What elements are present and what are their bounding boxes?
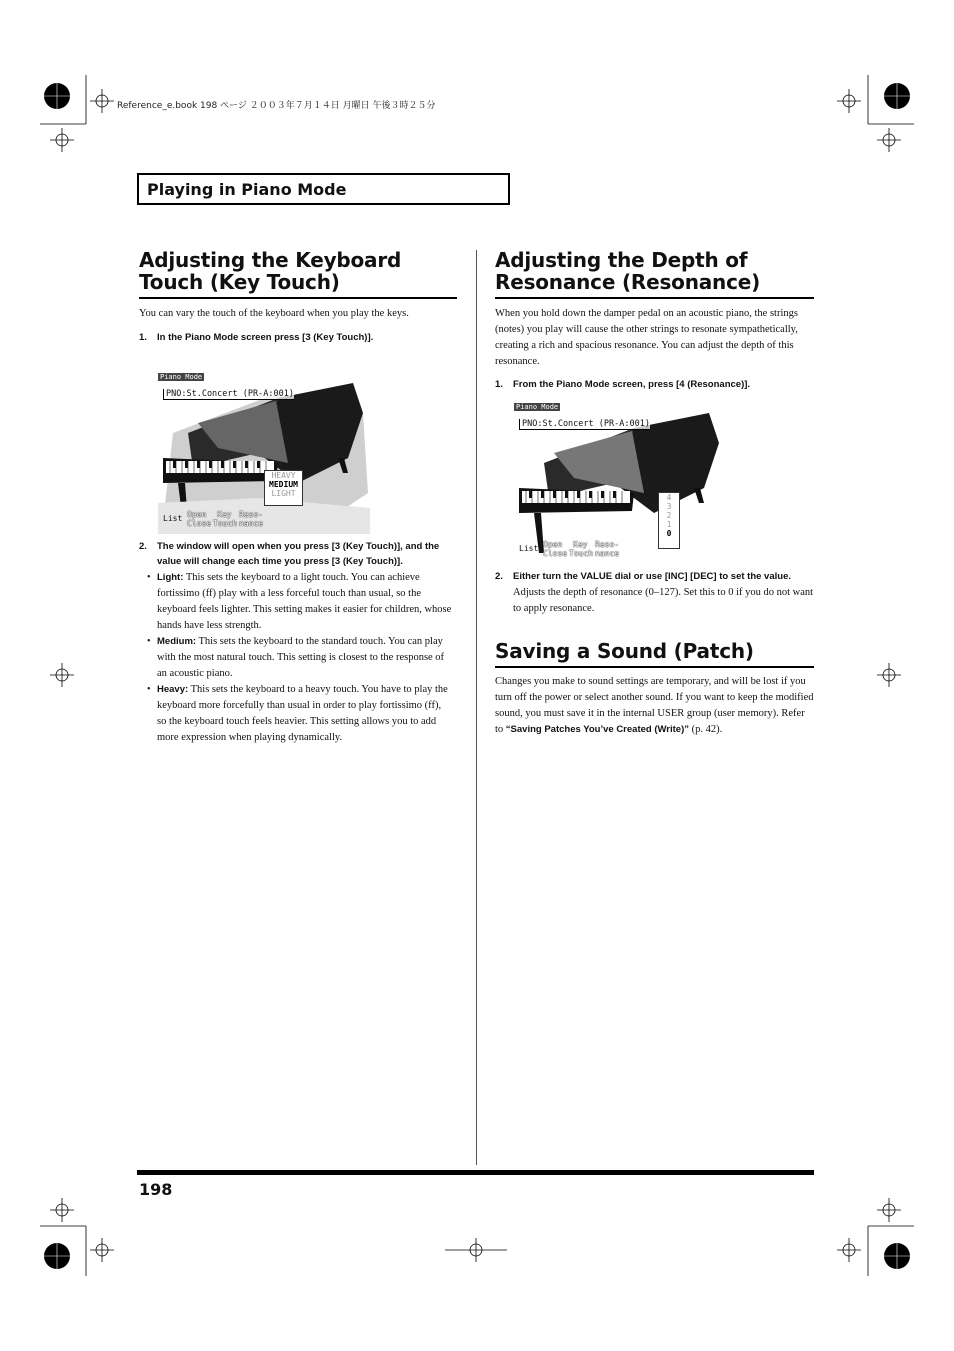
bullet-dot: • xyxy=(147,636,151,647)
button-list[interactable]: List xyxy=(519,544,539,553)
value-heavy: HEAVY xyxy=(271,471,296,480)
left-column-lower xyxy=(139,539,453,746)
screen-patch-name: PNO:St.Concert (PR-A:001) xyxy=(519,419,650,430)
bullet-term: Light: xyxy=(157,572,184,583)
value-0: 0 xyxy=(666,529,672,538)
screen-mode-label: Piano Mode xyxy=(516,403,559,411)
button-key-label: Key xyxy=(573,540,588,549)
saving-patches-reference-link[interactable]: “Saving Patches You’ve Created (Write)” xyxy=(505,724,689,735)
saving-text-part2: (p. 42). xyxy=(689,724,723,735)
resonance-screen xyxy=(514,403,726,564)
step-text: The window will open when you press [3 (Key Touch)], and the value will change each time you press [3 (Key Touch)]. xyxy=(157,541,440,567)
button-nance-label: nance xyxy=(239,519,264,528)
value-3: 3 xyxy=(666,502,672,511)
button-close-label: Close xyxy=(543,549,568,558)
step-number: 1. xyxy=(139,332,147,343)
key-touch-intro: You can vary the touch of the keyboard when you play the keys. xyxy=(139,308,409,319)
value-medium: MEDIUM xyxy=(269,480,298,489)
heading-rule xyxy=(139,297,457,299)
button-resonance[interactable] xyxy=(239,510,263,528)
value-2: 2 xyxy=(666,511,672,520)
heading-rule xyxy=(495,666,814,668)
footer-rule xyxy=(137,1170,814,1175)
key-touch-step-1 xyxy=(139,330,457,345)
resonance-heading: Adjusting the Depth of Resonance (Resonance) xyxy=(495,248,761,294)
button-reso-label: Reso- xyxy=(239,510,264,519)
button-open-label: Open xyxy=(543,540,563,549)
header-meta-line: Reference_e.book 198 ページ ２００３年７月１４日 月曜日 午後３時２５分 xyxy=(117,101,436,111)
button-nance-label: nance xyxy=(595,549,620,558)
bullet-medium xyxy=(139,634,453,682)
button-open-label: Open xyxy=(187,510,207,519)
button-touch-label: Touch xyxy=(213,519,238,528)
button-touch-label: Touch xyxy=(569,549,594,558)
column-divider xyxy=(476,250,477,1165)
bullet-text: This sets the keyboard to a heavy touch. You have to play the keyboard more forcefully than usual in order to play fortissimo (ff), so the keyboard touch feels heavier. This setting allows you to add more expression when playing dynamically. xyxy=(157,684,448,743)
saving-sound-text xyxy=(495,674,814,738)
button-key-touch[interactable] xyxy=(569,540,593,558)
heading-rule xyxy=(495,297,814,299)
right-column-lower xyxy=(495,569,814,738)
button-list[interactable]: List xyxy=(163,514,183,523)
key-touch-step-2 xyxy=(139,539,453,569)
screen-mode-label: Piano Mode xyxy=(160,373,203,381)
right-column xyxy=(495,249,814,392)
value-light: LIGHT xyxy=(271,489,296,498)
resonance-step-2 xyxy=(495,569,814,584)
resonance-step-1 xyxy=(495,377,814,392)
step-number: 2. xyxy=(139,541,147,552)
step-number: 1. xyxy=(495,379,503,390)
left-column xyxy=(139,249,457,345)
key-touch-heading: Adjusting the Keyboard Touch (Key Touch) xyxy=(139,248,402,294)
key-touch-value-box xyxy=(264,470,303,506)
page-number: 198 xyxy=(139,1180,173,1199)
section-title: Playing in Piano Mode xyxy=(147,180,347,199)
value-4: 4 xyxy=(666,493,672,502)
bullet-text: This sets the keyboard to the standard touch. You can play with the most natural touch. This setting is closest to the response of an acoustic piano. xyxy=(157,636,445,679)
section-title-box xyxy=(137,173,510,205)
bullet-heavy xyxy=(139,682,453,746)
bullet-dot: • xyxy=(147,572,151,583)
bullet-term: Heavy: xyxy=(157,684,189,695)
bullet-light xyxy=(139,570,453,634)
key-touch-screen xyxy=(158,373,370,534)
bullet-dot: • xyxy=(147,684,151,695)
step-text: From the Piano Mode screen, press [4 (Resonance)]. xyxy=(513,379,751,390)
button-open-close[interactable] xyxy=(543,540,567,558)
button-open-close[interactable] xyxy=(187,510,211,528)
resonance-step-2-detail: Adjusts the depth of resonance (0–127). Set this to 0 if you do not want to apply resonance. xyxy=(513,587,814,614)
saving-text-part1: Changes you make to sound settings are temporary, and will be lost if you turn off the power or select another sound. If you want to keep the modified sound, you must save it in the internal USER group (user memory). Refer to xyxy=(495,676,814,735)
bullet-text: This sets the keyboard to a light touch. You can achieve fortissimo (ff) play with a less forceful touch than usual, so the keyboard feels lighter. This setting makes it easier for children, whose hands have less strength. xyxy=(157,572,452,631)
button-reso-label: Reso- xyxy=(595,540,620,549)
button-key-label: Key xyxy=(217,510,232,519)
button-resonance[interactable] xyxy=(595,540,619,558)
screen-patch-name: PNO:St.Concert (PR-A:001) xyxy=(163,389,294,400)
button-close-label: Close xyxy=(187,519,212,528)
bullet-term: Medium: xyxy=(157,636,197,647)
step-text: Either turn the VALUE dial or use [INC] [DEC] to set the value. xyxy=(513,571,791,582)
value-1: 1 xyxy=(666,520,672,529)
step-text: In the Piano Mode screen press [3 (Key Touch)]. xyxy=(157,332,374,343)
resonance-value-box xyxy=(658,492,680,549)
saving-sound-heading: Saving a Sound (Patch) xyxy=(495,639,754,663)
resonance-intro: When you hold down the damper pedal on an acoustic piano, the strings (notes) you play will cause the other strings to resonate sympathetically, creating a rich and spacious resonance. You can adjust the depth of this resonance. xyxy=(495,308,798,367)
step-number: 2. xyxy=(495,571,503,582)
button-key-touch[interactable] xyxy=(213,510,237,528)
